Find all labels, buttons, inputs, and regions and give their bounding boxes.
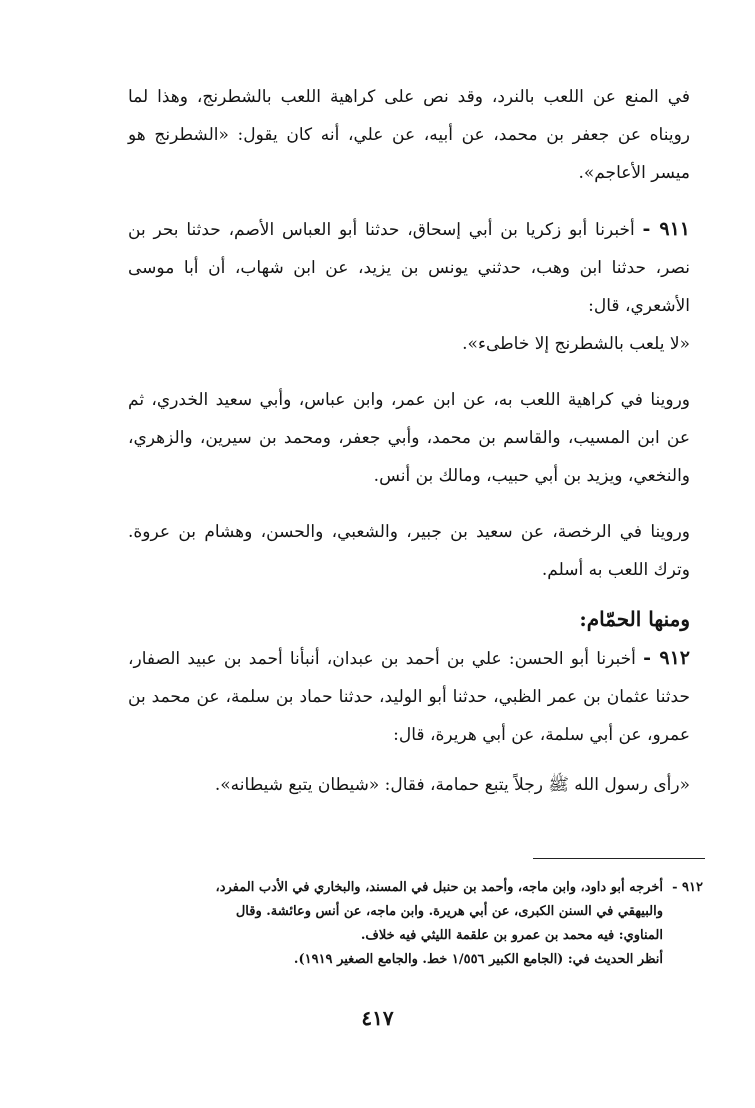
hadith-912-text: أخبرنا أبو الحسن: علي بن أحمد بن عبدان، أنبأنا أحمد بن عبيد الصفار، حدثنا عثمان بن عمر الظبي، حدثنا أبو الوليد، حدثنا حماد بن سلمة، عن محمد بن عمرو، عن أبي سلمة، عن أبي هريرة، قال: (128, 649, 690, 745)
footnote-line (128, 876, 703, 900)
paragraph-narrations-dislike: وروينا في كراهية اللعب به، عن ابن عمر، وابن عباس، وأبي سعيد الخدري، ثم عن ابن المسيب، والقاسم بن محمد، وأبي جعفر، ومحمد بن سيرين، والزهري، والنخعي، ويزيد بن أبي حبيب، ومالك بن أنس. (128, 390, 690, 486)
section-heading-pigeons: ومنها الحمّام: (579, 607, 690, 631)
footnote-line (128, 924, 703, 948)
footnote-number: ٩١٢ - (672, 880, 703, 895)
hadith-912 (128, 639, 690, 754)
paragraph-chess-prohibition: في المنع عن اللعب بالنرد، وقد نص على كراهية اللعب بالشطرنج، وهذا لما رويناه عن جعفر بن محمد، عن أبيه، عن علي، أنه كان يقول: «الشطرنج هو ميسر الأعاجم». (128, 87, 690, 183)
footnote-line (128, 948, 703, 972)
page-number: ٤١٧ (361, 1006, 394, 1030)
paragraph-narrations-permission: وروينا في الرخصة، عن سعيد بن جبير، والشعبي، والحسن، وهشام بن عروة. وترك اللعب به أسلم. (128, 522, 690, 580)
footnotes (128, 876, 703, 972)
hadith-911-text: أخبرنا أبو زكريا بن أبي إسحاق، حدثنا أبو العباس الأصم، حدثنا بحر بن نصر، حدثنا ابن وهب، حدثني يونس بن يزيد، عن ابن شهاب، أن أبا موسى الأشعري، قال: (128, 220, 690, 316)
footnote-text: والبيهقي في السنن الكبرى، عن أبي هريرة. وابن ماجه، عن أنس وعائشة. وقال (235, 904, 663, 919)
footnote-line (128, 900, 703, 924)
main-text (128, 78, 690, 804)
hadith-911 (128, 210, 690, 325)
hadith-number-912: ٩١٢ - (643, 647, 690, 669)
footnote-divider (533, 858, 705, 859)
hadith-number-911: ٩١١ - (642, 218, 690, 240)
quote-chess-sinner: «لا يلعب بالشطرنج إلا خاطىء». (462, 334, 690, 354)
footnote-text: أنظر الحديث في: (الجامع الكبير ١/٥٥٦ خط. والجامع الصغير ١٩١٩). (293, 952, 663, 967)
footnote-text: المناوي: فيه محمد بن عمرو بن علقمة الليثي فيه خلاف. (360, 928, 663, 943)
quote-pigeon-devil: «رأى رسول الله ﷺ رجلاً يتبع حمامة، فقال: «شيطان يتبع شيطانه». (214, 775, 690, 795)
footnote-text: أخرجه أبو داود، وابن ماجه، وأحمد بن حنبل في المسند، والبخاري في الأدب المفرد، (215, 880, 663, 895)
